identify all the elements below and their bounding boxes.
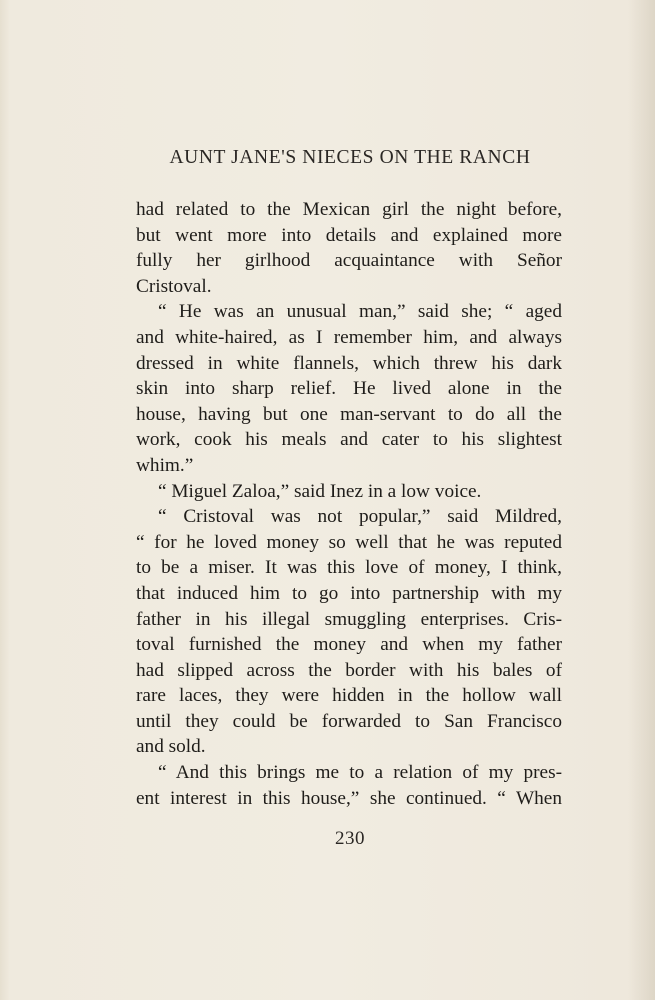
text-line: and sold.: [136, 736, 206, 758]
text-line: until they could be forwarded to San Francisco: [136, 710, 562, 732]
text-line: “ for he loved money so well that he was reputed: [136, 531, 562, 553]
text-line: father in his illegal smuggling enterprises. Cris-: [136, 608, 562, 630]
text-line: “ Cristoval was not popular,” said Mildred,: [158, 506, 562, 528]
binding-shadow: [627, 0, 655, 1000]
text-line: Cristoval.: [136, 275, 212, 297]
running-head: AUNT JANE'S NIECES ON THE RANCH: [169, 147, 531, 168]
text-line: work, cook his meals and cater to his slightest: [136, 429, 562, 451]
text-line: to be a miser. It was this love of money, I think,: [136, 557, 562, 579]
text-line: house, having but one man-servant to do all the: [136, 403, 562, 425]
page-number: 230: [335, 828, 365, 849]
text-line: skin into sharp relief. He lived alone in the: [136, 378, 562, 400]
text-line: that induced him to go into partnership with my: [136, 582, 562, 604]
text-line: “ Miguel Zaloa,” said Inez in a low voice.: [158, 480, 482, 502]
text-line: rare laces, they were hidden in the hollow wall: [136, 685, 562, 707]
text-line: but went more into details and explained more: [136, 224, 562, 246]
text-line: dressed in white flannels, which threw his dark: [136, 352, 562, 374]
text-line: had slipped across the border with his bales of: [136, 659, 562, 681]
text-line: had related to the Mexican girl the night before,: [136, 199, 562, 220]
body-text: [136, 197, 562, 811]
text-line: whim.”: [136, 454, 194, 476]
text-line: and white-haired, as I remember him, and always: [136, 326, 562, 348]
text-line: fully her girlhood acquaintance with Señor: [136, 250, 562, 272]
text-line: ent interest in this house,” she continued. “ When: [136, 787, 562, 809]
text-line: “ He was an unusual man,” said she; “ aged: [158, 301, 562, 323]
text-line: “ And this brings me to a relation of my pres-: [158, 762, 562, 784]
text-line: toval furnished the money and when my father: [136, 634, 562, 656]
